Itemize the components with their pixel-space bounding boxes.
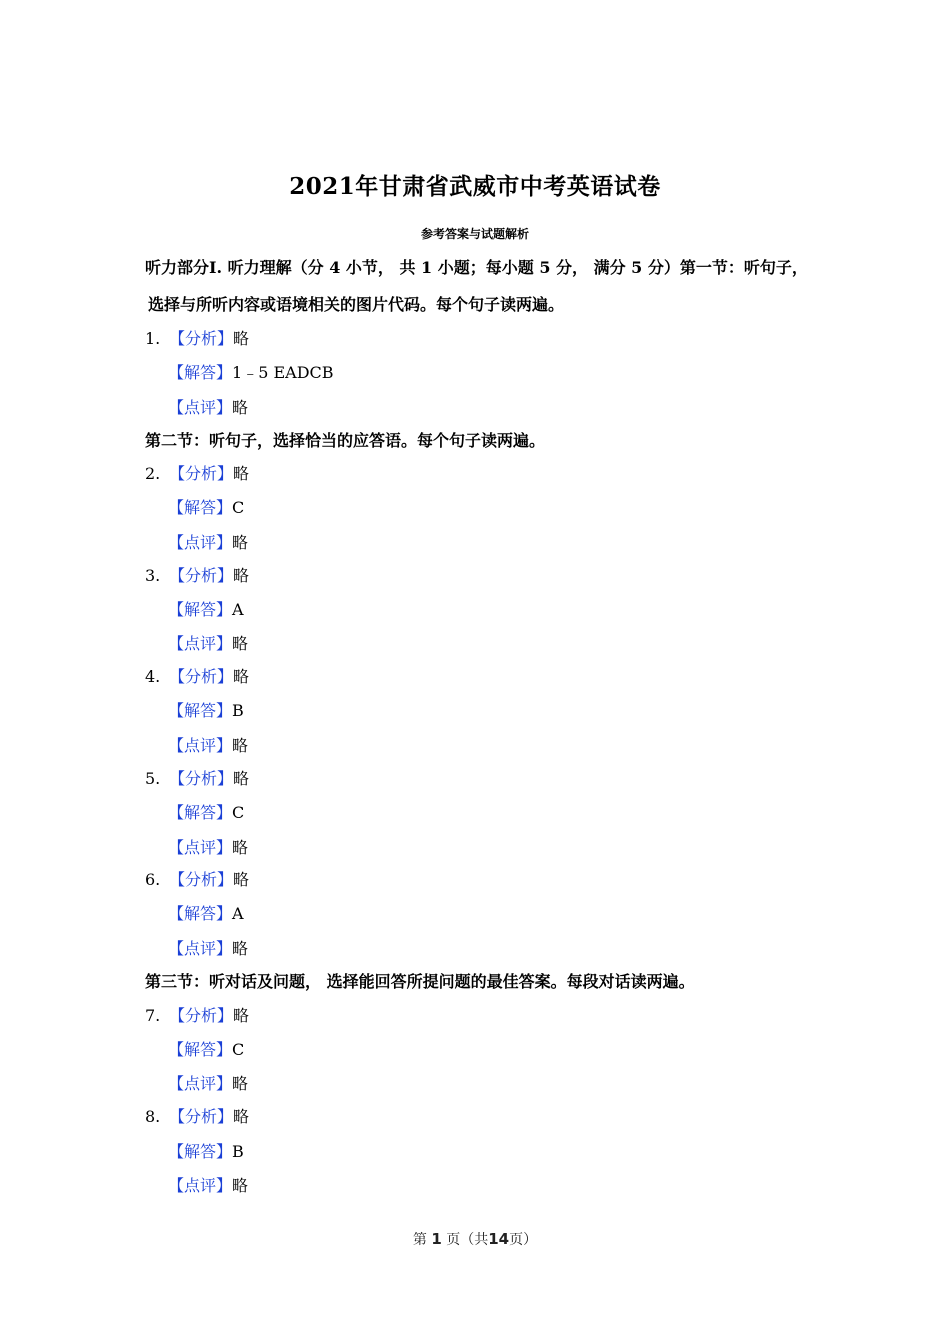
page-title: 2021年甘肃省武威市中考英语试卷	[289, 173, 661, 200]
analysis-text: 略	[233, 870, 250, 889]
item-8-answer	[168, 1139, 244, 1162]
section-2-heading: 第二节：听句子，选择恰当的应答语。每个句子读两遍。	[145, 431, 546, 450]
analysis-tag: 【分析】	[169, 464, 234, 483]
section-3-heading: 第三节：听对话及问题， 选择能回答所提问题的最佳答案。每段对话读两遍。	[145, 972, 695, 991]
analysis-tag: 【分析】	[169, 566, 234, 585]
item-3-comment	[168, 631, 248, 654]
item-7-analysis	[145, 1003, 249, 1026]
item-2-analysis	[145, 461, 249, 484]
item-number: 7.	[145, 1006, 161, 1025]
analysis-text: 略	[233, 566, 250, 585]
footer-total-pages: 14	[488, 1230, 510, 1248]
comment-tag: 【点评】	[168, 939, 233, 958]
item-1-answer	[168, 360, 334, 383]
analysis-text: 略	[233, 464, 250, 483]
item-6-answer	[168, 901, 244, 924]
analysis-tag: 【分析】	[169, 667, 234, 686]
item-number: 5.	[145, 769, 161, 788]
comment-text: 略	[232, 634, 249, 653]
comment-text: 略	[232, 533, 249, 552]
section-1-heading-line-2: 选择与所听内容或语境相关的图片代码。每个句子读两遍。	[148, 295, 565, 314]
item-2-answer	[168, 495, 244, 518]
answer-text: B	[232, 701, 244, 720]
answer-text: 1﹣5 EADCB	[232, 363, 334, 382]
answer-text: C	[232, 1040, 245, 1059]
answer-text: C	[232, 498, 245, 517]
answer-tag: 【解答】	[168, 803, 233, 822]
comment-text: 略	[232, 1074, 249, 1093]
answer-tag: 【解答】	[168, 600, 233, 619]
item-8-comment	[168, 1173, 248, 1196]
comment-tag: 【点评】	[168, 736, 233, 755]
item-8-analysis	[145, 1104, 249, 1127]
item-5-comment	[168, 835, 248, 858]
comment-text: 略	[232, 838, 249, 857]
item-4-analysis	[145, 664, 249, 687]
item-4-answer	[168, 698, 244, 721]
item-number: 6.	[145, 870, 161, 889]
item-number: 8.	[145, 1107, 161, 1126]
comment-text: 略	[232, 939, 249, 958]
item-7-answer	[168, 1037, 244, 1060]
answer-text: A	[232, 904, 244, 923]
item-number: 1.	[145, 329, 161, 348]
comment-text: 略	[232, 398, 249, 417]
answer-tag: 【解答】	[168, 363, 233, 382]
analysis-tag: 【分析】	[169, 769, 234, 788]
item-number: 2.	[145, 464, 161, 483]
answer-text: A	[232, 600, 244, 619]
analysis-tag: 【分析】	[169, 329, 234, 348]
comment-text: 略	[232, 1176, 249, 1195]
page-subtitle: 参考答案与试题解析	[420, 227, 529, 241]
analysis-tag: 【分析】	[169, 1006, 234, 1025]
comment-text: 略	[232, 736, 249, 755]
comment-tag: 【点评】	[168, 634, 233, 653]
answer-text: C	[232, 803, 245, 822]
answer-tag: 【解答】	[168, 904, 233, 923]
answer-tag: 【解答】	[168, 498, 233, 517]
answer-tag: 【解答】	[168, 1040, 233, 1059]
footer-page-number: 1	[431, 1230, 442, 1248]
item-1-analysis	[145, 326, 249, 349]
analysis-text: 略	[233, 667, 250, 686]
analysis-text: 略	[233, 329, 250, 348]
page-footer	[0, 1229, 950, 1249]
answer-text: B	[232, 1142, 244, 1161]
comment-tag: 【点评】	[168, 533, 233, 552]
item-6-comment	[168, 936, 248, 959]
item-5-answer	[168, 800, 244, 823]
section-1-heading-line-1: 听力部分Ⅰ. 听力理解（分 4 小节， 共 1 小题；每小题 5 分， 满分 5 分）第一节：听句子，	[145, 258, 808, 277]
footer-middle: 页（共	[446, 1232, 489, 1248]
item-2-comment	[168, 530, 248, 553]
item-number: 3.	[145, 566, 161, 585]
comment-tag: 【点评】	[168, 838, 233, 857]
analysis-tag: 【分析】	[169, 1107, 234, 1126]
item-4-comment	[168, 733, 248, 756]
comment-tag: 【点评】	[168, 398, 233, 417]
comment-tag: 【点评】	[168, 1074, 233, 1093]
answer-tag: 【解答】	[168, 1142, 233, 1161]
item-1-comment	[168, 395, 248, 418]
analysis-text: 略	[233, 769, 250, 788]
footer-prefix: 第	[412, 1232, 427, 1248]
analysis-tag: 【分析】	[169, 870, 234, 889]
analysis-text: 略	[233, 1006, 250, 1025]
item-3-analysis	[145, 563, 249, 586]
item-3-answer	[168, 597, 244, 620]
footer-suffix: 页）	[509, 1232, 538, 1248]
item-6-analysis	[145, 867, 249, 890]
answer-tag: 【解答】	[168, 701, 233, 720]
comment-tag: 【点评】	[168, 1176, 233, 1195]
analysis-text: 略	[233, 1107, 250, 1126]
item-7-comment	[168, 1071, 248, 1094]
item-number: 4.	[145, 667, 161, 686]
item-5-analysis	[145, 766, 249, 789]
